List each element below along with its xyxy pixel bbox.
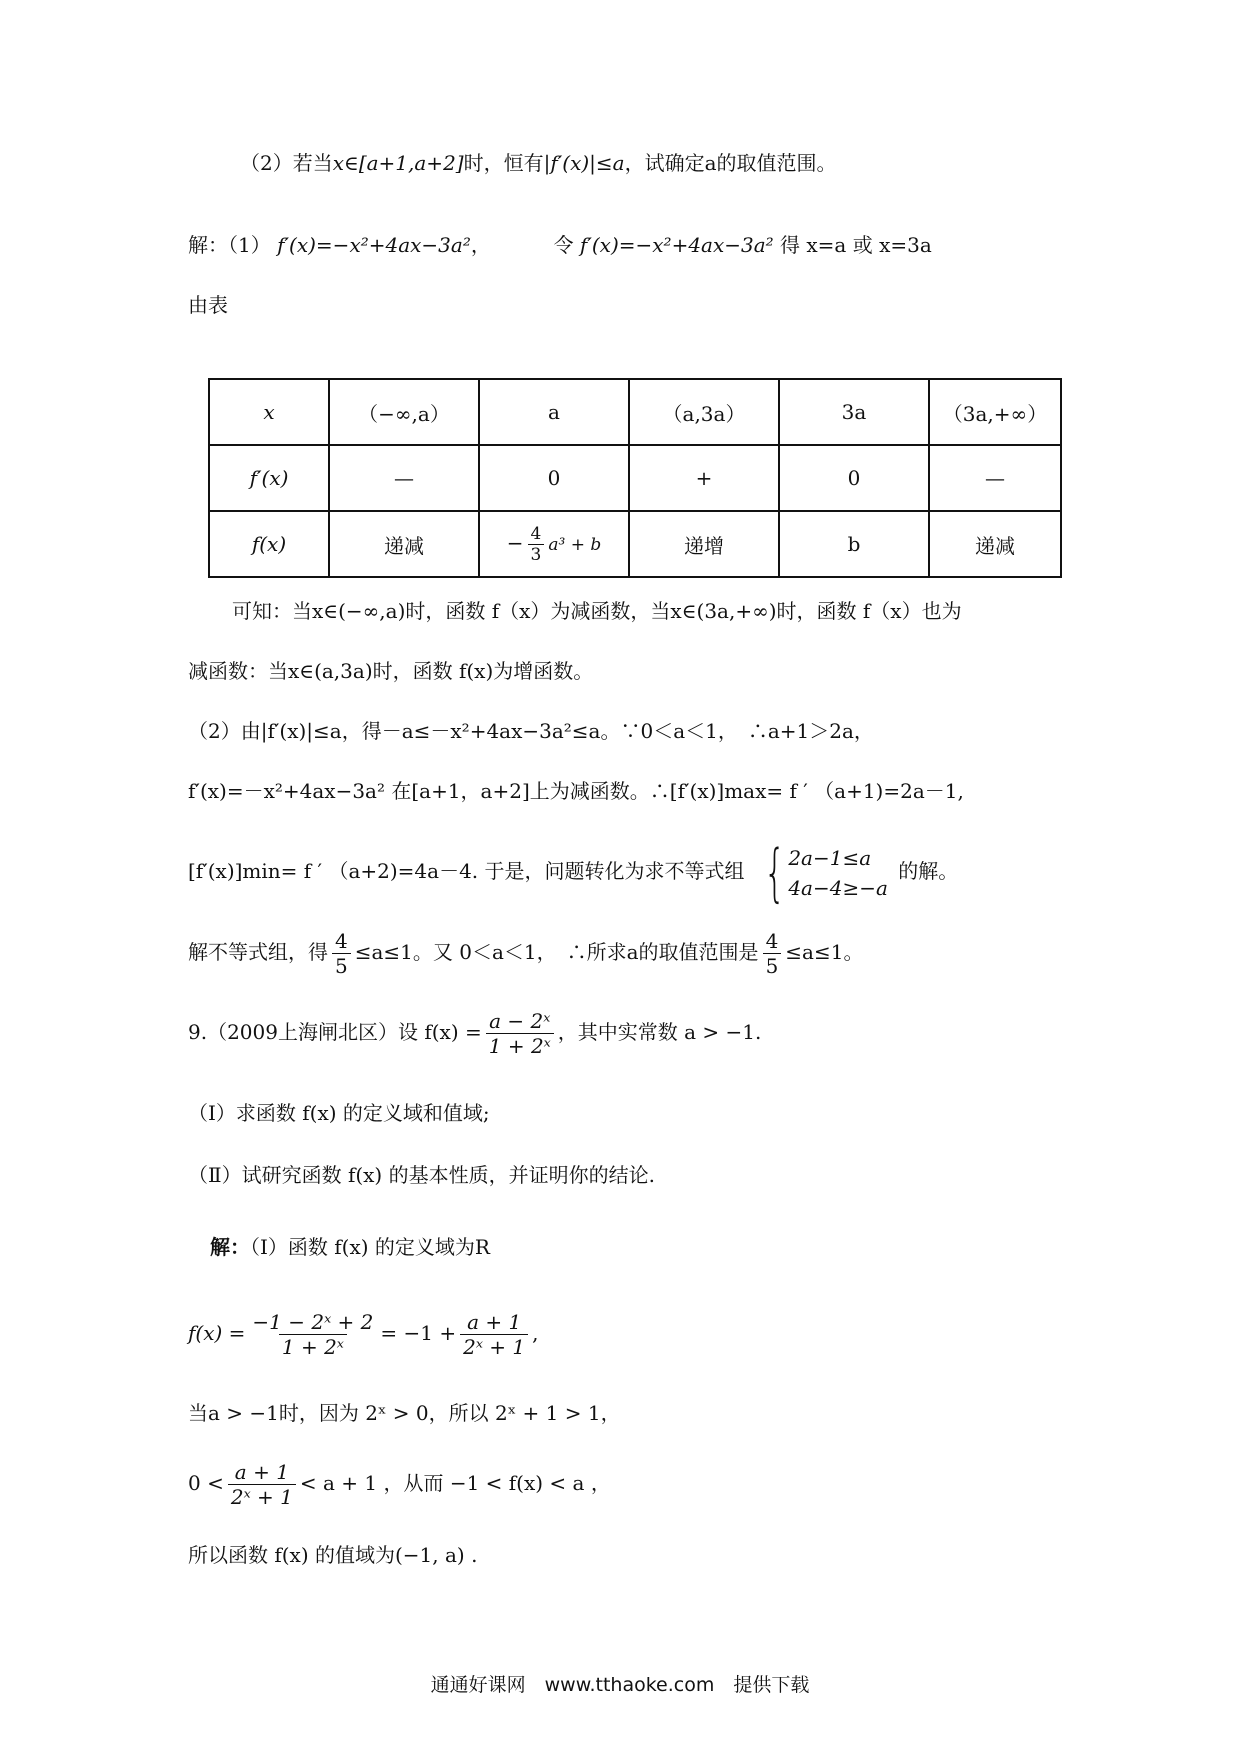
- page-footer: 通通好课网 www.tthaoke.com 提供下载: [430, 1674, 810, 1696]
- fraction: $\frac{\text{−1 − 2ˣ + 2}}{\text{1 + 2ˣ}}$: [252, 1310, 374, 1359]
- table-cell: x: [209, 379, 329, 445]
- table-cell: （−∞,a）: [329, 379, 479, 445]
- when-line: 当a > −1时，因为 2ˣ > 0，所以 2ˣ + 1 > 1，: [188, 1401, 621, 1425]
- table-cell: 递增: [629, 511, 779, 577]
- question-9-part-1: （Ⅰ）求函数 f(x) 的定义域和值域;: [188, 1101, 490, 1125]
- table-cell: f(x): [209, 511, 329, 577]
- conclusion-line-1: 可知：当x∈(−∞,a)时，函数 f（x）为减函数，当x∈(3a,+∞)时，函数 f（x）也为: [232, 599, 962, 623]
- solution-2-line-2: f′(x)=－x²+4ax−3a² 在[a+1，a+2]上为减函数。∴[f′(x)]max= f ′ （a+1)=2a－1,: [188, 779, 964, 803]
- table-cell: 3a: [779, 379, 929, 445]
- by-table-text: 由表: [188, 293, 228, 317]
- fraction: $\frac{4}{5}$: [332, 929, 351, 978]
- sign-table: [208, 378, 1062, 578]
- range-line: 所以函数 f(x) 的值域为(−1, a) .: [188, 1543, 478, 1567]
- table-row: [209, 445, 1061, 511]
- table-cell: f′(x): [209, 445, 329, 511]
- table-cell: 递减: [329, 511, 479, 577]
- table-row: [209, 379, 1061, 445]
- solution-2-line-4: 解不等式组，得 $\frac{4}{5}$ ≤a≤1。又 0＜a＜1， ∴所求a的取值范围是 $\frac{4}{5}$ ≤a≤1。: [188, 929, 864, 978]
- table-cell: （3a,+∞）: [929, 379, 1061, 445]
- solution-2-line-1: （2）由|f′(x)|≤a，得－a≤－x²+4ax−3a²≤a。∵0＜a＜1， ∴a+1＞2a，: [188, 719, 874, 743]
- fraction: $\frac{4}{5}$: [763, 929, 782, 978]
- inequality-line: 0 < $\frac{a + 1}{\text{2ˣ + 1}}$ < a + 1 ，从而 −1 < f(x) < a ，: [188, 1460, 611, 1509]
- answer-9-intro: 解：（Ⅰ）函数 f(x) 的定义域为R: [210, 1235, 490, 1259]
- solution-2-line-3: [f′(x)]min= f ′ （a+2)=4a－4. 于是，问题转化为求不等式组 { 2a−1≤a 4a−4≥−a 的解。: [188, 835, 959, 909]
- table-cell-fraction: − $\frac{4}{3}$ a³ + b: [479, 511, 629, 577]
- table-cell: +: [629, 445, 779, 511]
- fraction: $\frac{\text{a − 2ˣ}}{\text{1 + 2ˣ}}$: [486, 1009, 554, 1058]
- table-cell: a: [479, 379, 629, 445]
- table-cell: 0: [779, 445, 929, 511]
- equation-fx: f(x) = $\frac{\text{−1 − 2ˣ + 2}}{\text{1 + 2ˣ}}$ = −1 + $\frac{a + 1}{\text{2ˣ + 1}}$ ,: [188, 1310, 539, 1359]
- question-9: 9.（2009上海闸北区）设 f(x) = $\frac{\text{a − 2ˣ}}{\text{1 + 2ˣ}}$ ，其中实常数 a > −1.: [188, 1009, 762, 1058]
- question-9-part-2: （Ⅱ）试研究函数 f(x) 的基本性质，并证明你的结论.: [188, 1163, 655, 1187]
- conclusion-line-2: 减函数：当x∈(a,3a)时，函数 f(x)为增函数。: [188, 659, 594, 683]
- inequality-system: { 2a−1≤a 4a−4≥−a: [763, 835, 888, 909]
- fraction: $\frac{a + 1}{\text{2ˣ + 1}}$: [228, 1460, 296, 1509]
- question-2: （2）若当x∈[a+1,a+2]时，恒有|f′(x)|≤a，试确定a的取值范围。: [240, 151, 837, 175]
- solution-1-line: 解：（1） f′(x)=−x²+4ax−3a²， 令 f′(x)=−x²+4ax−3a² 得 x=a 或 x=3a: [188, 233, 932, 257]
- table-cell: —: [329, 445, 479, 511]
- table-row: [209, 511, 1061, 577]
- fraction: $\frac{a + 1}{\text{2ˣ + 1}}$: [460, 1310, 528, 1359]
- table-cell: 递减: [929, 511, 1061, 577]
- table-cell: b: [779, 511, 929, 577]
- fraction: $\frac{4}{3}$: [528, 524, 545, 565]
- table-cell: （a,3a）: [629, 379, 779, 445]
- left-brace: {: [763, 835, 786, 909]
- table-cell: —: [929, 445, 1061, 511]
- table-cell: 0: [479, 445, 629, 511]
